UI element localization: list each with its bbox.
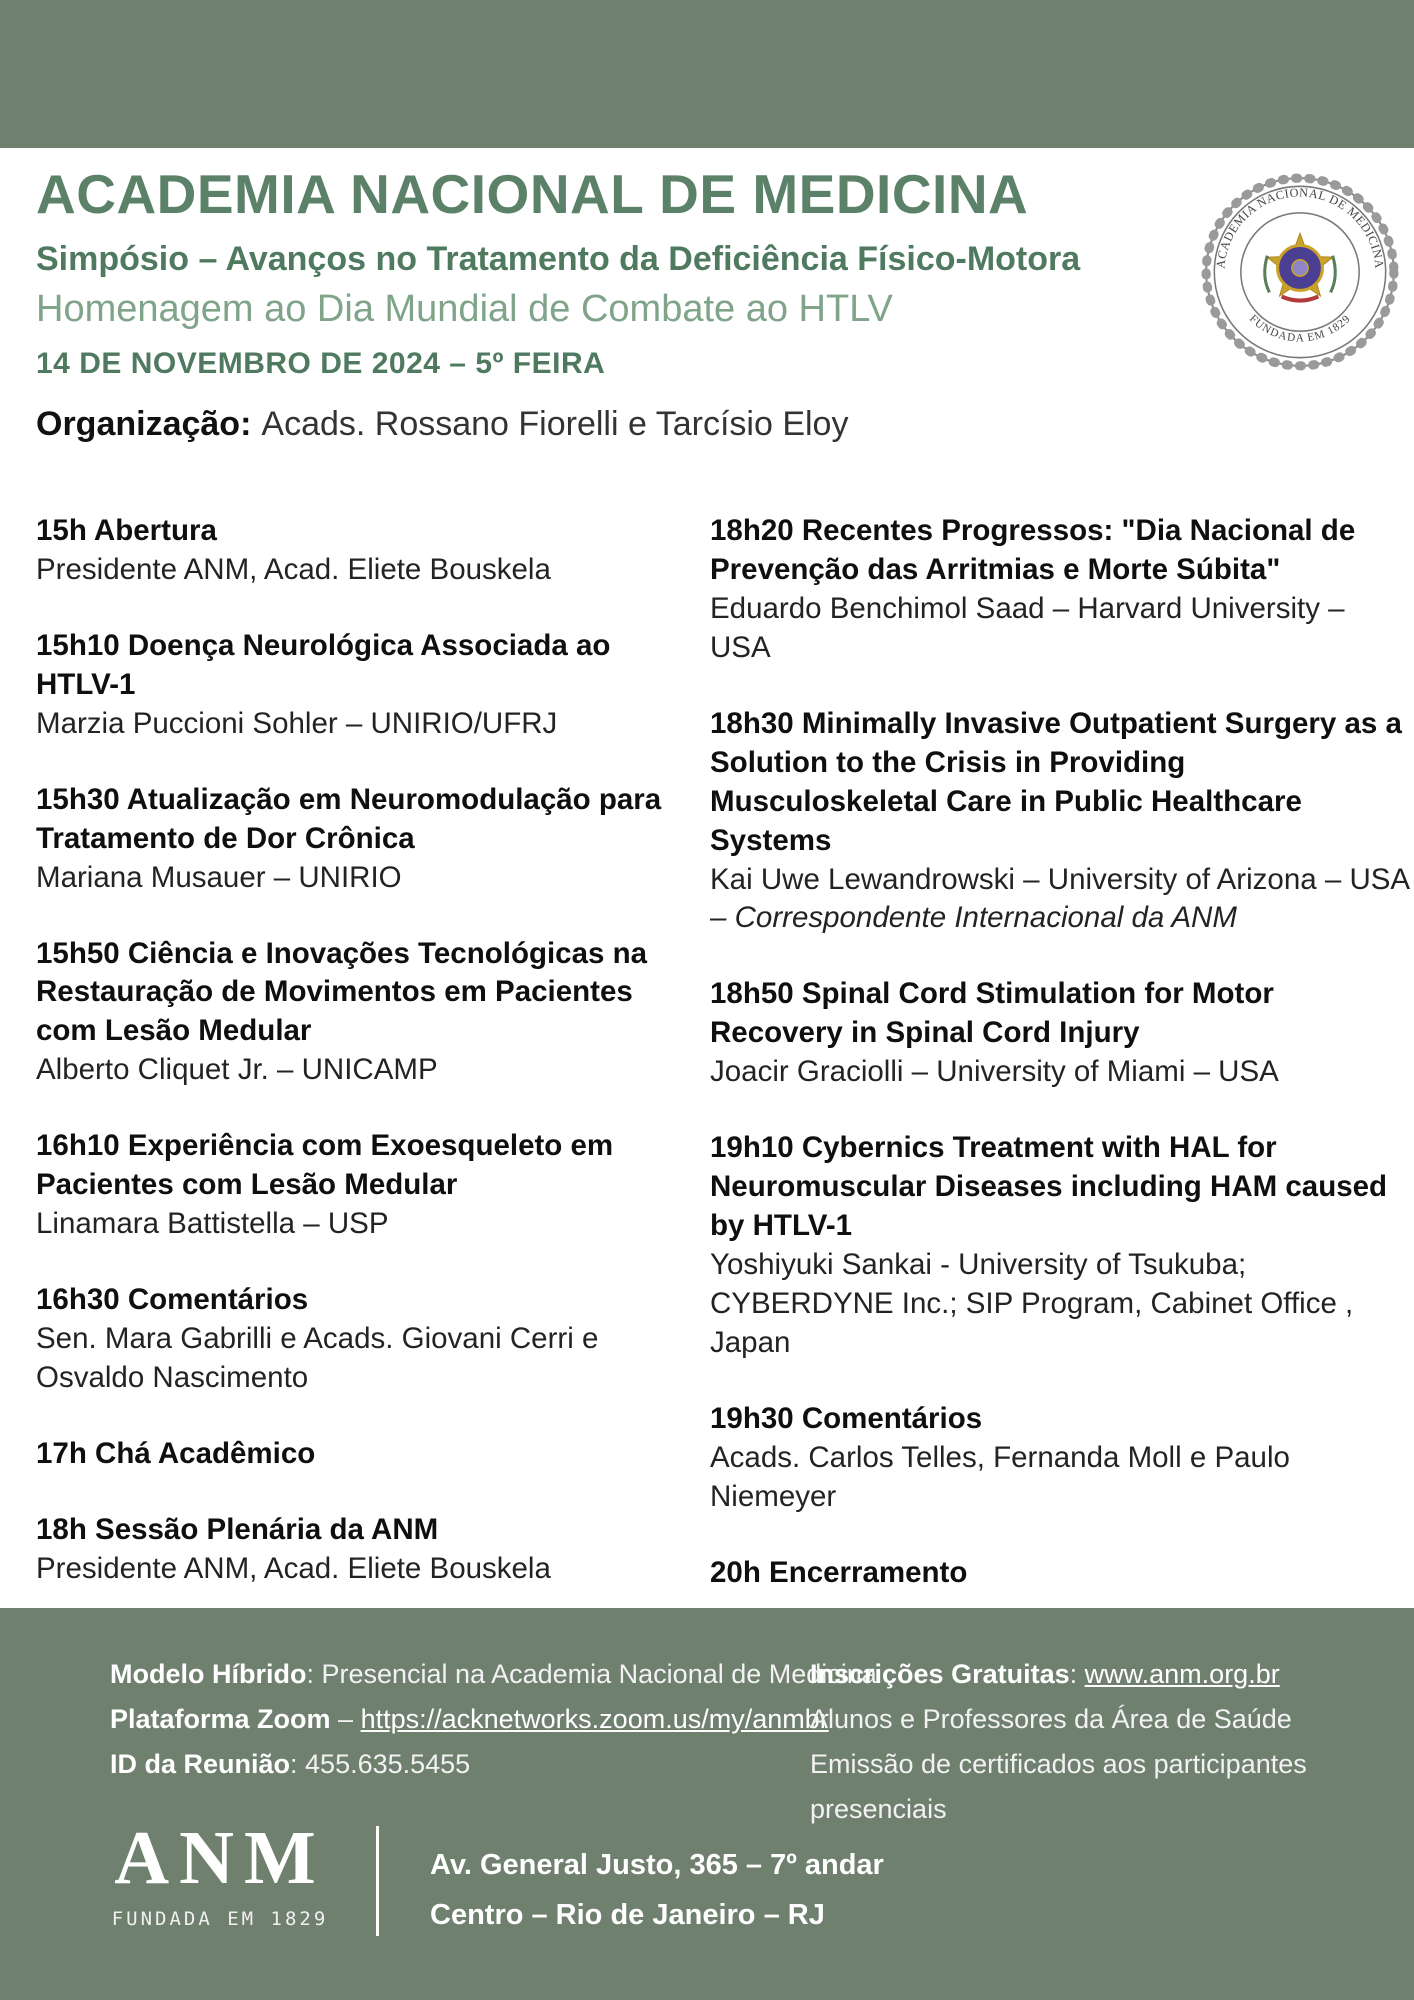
program-item-speaker: Alberto Cliquet Jr. – UNICAMP	[36, 1053, 438, 1087]
registration-line	[810, 1652, 1370, 1697]
program-item-speaker: Mariana Musauer – UNIRIO	[36, 860, 402, 894]
seal-bottom-text: FUNDADA EM 1829	[1246, 312, 1354, 345]
header	[36, 163, 1206, 444]
meeting-id-label: ID da Reunião	[110, 1749, 291, 1779]
organization-label: Organização:	[36, 404, 252, 443]
anm-seal-icon	[1198, 170, 1402, 374]
footer	[0, 1608, 1414, 2000]
program-item	[36, 935, 664, 1091]
organization-line	[36, 405, 1206, 444]
program-item-title: 18h50 Spinal Cord Stimulation for Motor Recovery in Spinal Cord Injury	[710, 977, 1274, 1050]
program-item-speaker: Linamara Battistella – USP	[36, 1207, 389, 1241]
certificates-line: Emissão de certificados aos participantes presenciais	[810, 1749, 1307, 1824]
seal-ring-text: ACADEMIA NACIONAL DE MEDICINA	[1213, 185, 1387, 270]
anm-footer-logo	[100, 1816, 340, 1930]
zoom-link[interactable]: https://acknetworks.zoom.us/my/anmbr	[360, 1704, 829, 1734]
program-item-title: 15h50 Ciência e Inovações Tecnológicas na Restauração de Movimentos em Pacientes com Lesão Medular	[36, 936, 648, 1048]
program-item-title: 16h10 Experiência com Exoesqueleto em Pacientes com Lesão Medular	[36, 1129, 614, 1202]
program-item-title: 16h30 Comentários	[36, 1283, 309, 1317]
organization-value: Acads. Rossano Fiorelli e Tarcísio Eloy	[261, 404, 849, 443]
registration-link[interactable]: www.anm.org.br	[1084, 1659, 1280, 1689]
program-item-speaker: Yoshiyuki Sankai - University of Tsukuba; CYBERDYNE Inc.; SIP Program, Cabinet Office , Japan	[710, 1248, 1354, 1359]
hybrid-model-line	[110, 1652, 877, 1697]
seal-shield-center	[1292, 260, 1308, 276]
page-title: ACADEMIA NACIONAL DE MEDICINA	[36, 163, 1029, 225]
program-item-title: 18h30 Minimally Invasive Outpatient Surgery as a Solution to the Crisis in Providing Musculoskeletal Care in Public Healthcare Systems	[710, 706, 1402, 857]
program-item-title: 18h20 Recentes Progressos: "Dia Nacional de Prevenção das Arritmias e Morte Súbita"	[710, 514, 1356, 586]
program-item-title: 19h30 Comentários	[710, 1401, 983, 1435]
program	[36, 512, 1412, 1630]
footer-divider	[376, 1826, 379, 1936]
program-item	[36, 1511, 664, 1589]
program-item-title: 18h Sessão Plenária da ANM	[36, 1512, 439, 1546]
program-column-right	[710, 512, 1412, 1630]
program-item	[36, 1435, 664, 1474]
program-item	[36, 512, 664, 590]
program-item-speaker: Marzia Puccioni Sohler – UNIRIO/UFRJ	[36, 706, 558, 740]
zoom-line	[110, 1697, 877, 1742]
program-item	[36, 781, 664, 898]
program-item-title: 20h Encerramento	[710, 1555, 968, 1589]
anm-logo-tagline: FUNDADA EM 1829	[111, 1908, 329, 1930]
program-item-speaker: Joacir Graciolli – University of Miami – USA	[710, 1055, 1279, 1089]
program-item-title: 19h10 Cybernics Treatment with HAL for Neuromuscular Diseases including HAM caused by HTLV-1	[710, 1131, 1388, 1243]
program-item-speaker: Presidente ANM, Acad. Eliete Bouskela	[36, 1551, 551, 1585]
program-item	[36, 1127, 664, 1244]
registration-separator: :	[1069, 1659, 1085, 1689]
address-line-1: Av. General Justo, 365 – 7º andar	[430, 1849, 884, 1881]
hybrid-model-label: Modelo Híbrido	[110, 1659, 307, 1689]
tribute-line: Homenagem ao Dia Mundial de Combate ao HTLV	[36, 287, 893, 330]
zoom-separator: –	[330, 1704, 361, 1734]
program-item-note: – Correspondente Internacional da ANM	[710, 901, 1237, 935]
program-item-speaker: Acads. Carlos Telles, Fernanda Moll e Paulo Niemeyer	[710, 1440, 1290, 1513]
anm-logo-acronym: ANM	[114, 1816, 326, 1900]
program-item-title: 15h30 Atualização em Neuromodulação para Tratamento de Dor Crônica	[36, 782, 662, 855]
footer-registration-info	[810, 1652, 1370, 1832]
symposium-subtitle: Simpósio – Avanços no Tratamento da Deficiência Físico-Motora	[36, 239, 1081, 278]
footer-address	[430, 1840, 884, 1940]
program-item-speaker: Presidente ANM, Acad. Eliete Bouskela	[36, 552, 551, 586]
program-item-speaker: Sen. Mara Gabrilli e Acads. Giovani Cerri e Osvaldo Nascimento	[36, 1322, 599, 1394]
program-column-left	[36, 512, 664, 1630]
program-item	[710, 1400, 1412, 1517]
program-item	[36, 627, 664, 744]
footer-access-info	[110, 1652, 877, 1787]
program-item-title: 15h Abertura	[36, 514, 217, 547]
zoom-label: Plataforma Zoom	[110, 1704, 331, 1734]
event-date: 14 DE NOVEMBRO DE 2024 – 5º FEIRA	[36, 346, 606, 380]
program-item	[710, 705, 1412, 939]
address-line-2: Centro – Rio de Janeiro – RJ	[430, 1899, 825, 1931]
registration-label: Inscrições Gratuitas	[810, 1659, 1070, 1689]
program-item	[710, 512, 1412, 668]
program-item-title: 17h Chá Acadêmico	[36, 1436, 316, 1470]
meeting-id-value: : 455.635.5455	[290, 1749, 471, 1779]
program-item	[710, 1129, 1412, 1363]
program-item	[710, 1554, 1412, 1593]
meeting-id-line	[110, 1742, 877, 1787]
program-item	[36, 1281, 664, 1398]
program-item	[710, 975, 1412, 1092]
program-item-speaker: Kai Uwe Lewandrowski – University of Arizona – USA	[710, 862, 1411, 896]
audience-line: Alunos e Professores da Área de Saúde	[810, 1704, 1292, 1734]
program-item-speaker: Eduardo Benchimol Saad – Harvard University – USA	[710, 591, 1345, 664]
program-item-title: 15h10 Doença Neurológica Associada ao HTLV-1	[36, 628, 611, 701]
top-band	[0, 0, 1414, 148]
hybrid-model-value: : Presencial na Academia Nacional de Medicina	[306, 1659, 877, 1689]
